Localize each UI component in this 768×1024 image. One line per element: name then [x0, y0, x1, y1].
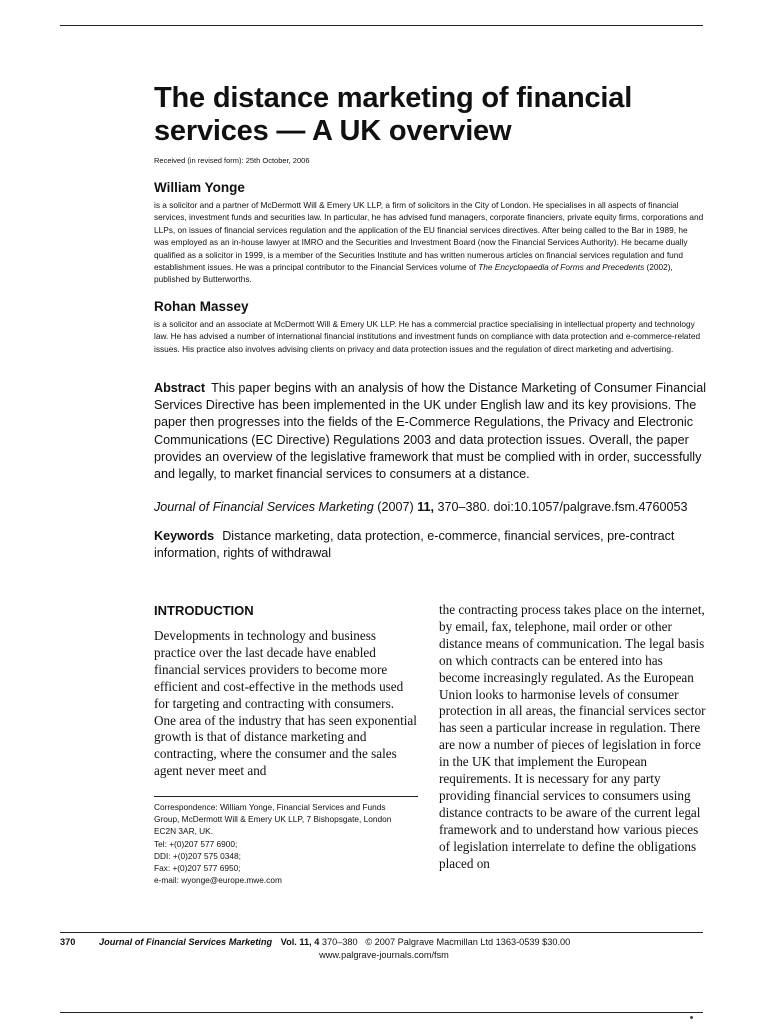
author-name-2: Rohan Massey	[154, 299, 249, 314]
keywords-label: Keywords	[154, 529, 215, 543]
body-column-left: Developments in technology and business practice over the last decade have enabled financial services providers to become more efficient and cost-effective in the methods used for targeting and contracting with consumers. One area of the industry that has seen exponential growth is that of distance marketing and contracting, where the consumer and the sales agent never meet and	[154, 628, 417, 779]
correspondence-footnote	[154, 801, 424, 886]
footer-rule	[60, 932, 703, 933]
footer-url[interactable]: www.palgrave-journals.com/fsm	[319, 950, 449, 960]
abstract	[154, 380, 709, 483]
author-name-1: William Yonge	[154, 180, 245, 195]
correspondence-line: Fax: +(0)207 577 6950;	[154, 863, 241, 874]
abstract-label: Abstract	[154, 381, 206, 395]
citation: Journal of Financial Services Marketing (2007) 11, 370–380. doi:10.1057/palgrave.fsm.4760053	[154, 500, 688, 514]
article-title: The distance marketing of financial services — A UK overview	[154, 82, 633, 147]
abstract-text: This paper begins with an analysis of how the Distance Marketing of Consumer Financial Services Directive has been implemented in the UK under English law and its key provisions. The paper then progresses into the fields of the E-Commerce Regulations, the Privacy and Electronic Communications (EC Directive) Regulations 2003 and data protection issues. Overall, the paper provides an overview of the legislative framework that must be complied with in order, successfully and legally, to market financial services to consumers at a distance.	[154, 381, 706, 482]
correspondence-line: Correspondence: William Yonge, Financial Services and Funds	[154, 802, 386, 812]
correspondence-line: Tel: +(0)207 577 6900;	[154, 838, 238, 849]
author-bio-2: is a solicitor and an associate at McDermott Will & Emery UK LLP. He has a commercial practice specialising in intellectual property and technology law. He has advised a number of international financial institutions and investment funds on compliance with data protection and e-commerce-related issues. His practice also involves advising clients on privacy and data protection issues and the regulation of direct marketing and advertising.	[154, 319, 701, 354]
footer-journal: Journal of Financial Services Marketing	[99, 937, 273, 947]
correspondence-line: e-mail: wyonge@europe.mwe.com	[154, 875, 282, 886]
body-column-right: the contracting process takes place on the internet, by email, fax, telephone, mail order or other distance means of communication. The legal basis on which contracts can be entered into has become increasingly regulated. As the European Union looks to harmonise levels of consumer protection in all areas, the financial services sector has seen a particular increase in regulation. There are now a number of pieces of legislation in force in the UK that implement the European requirements. It is necessary for any party providing financial services to consumers using distance contracts to be aware of the current legal framework and to understand how various pieces of legislation interrelate to define the obligations placed on	[439, 602, 706, 871]
footer-citation	[60, 937, 703, 947]
correspondence-line: Group, McDermott Will & Emery UK LLP, 7 Bishopsgate, London	[154, 814, 392, 825]
correspondence-line: EC2N 3AR, UK.	[154, 826, 214, 837]
page-number: 370	[60, 937, 76, 947]
footer-copyright: © 2007 Palgrave Macmillan Ltd 1363-0539 $30.00	[365, 937, 571, 947]
bottom-rule	[60, 1012, 703, 1013]
footer-volume: Vol. 11, 4	[280, 937, 320, 947]
top-rule	[60, 25, 703, 26]
footer-pages: 370–380	[321, 937, 358, 947]
author-bio-1: is a solicitor and a partner of McDermott Will & Emery UK LLP, a firm of solicitors in the City of London. He specialises in all aspects of financial services, investment funds and securities law. In particular, he has advised fund managers, corporate financiers, private equity firms, corporations and LLPs, on issues of financial services regulation and the application of the EU financial services directives. After being called to the Bar in 1989, he was employed as an in-house lawyer at IMRO and the Securities and Investment Board (now the Financial Services Authority). He became dually qualified as a solicitor in 1999, is a member of the Securities Institute and has written numerous articles on financial services regulation and fund establishment issues. He was a principal contributor to the Financial Services volume of The Encyclopaedia of Forms and Precedents (2002), published by Butterworths.	[154, 200, 704, 285]
footnote-rule	[154, 796, 418, 797]
section-heading-introduction: INTRODUCTION	[154, 603, 254, 618]
keywords-text: Distance marketing, data protection, e-commerce, financial services, pre-contract information, rights of withdrawal	[154, 529, 675, 561]
received-date: Received (in revised form): 25th October, 2006	[154, 156, 310, 165]
corner-mark	[690, 1016, 693, 1019]
correspondence-line: DDI: +(0)207 575 0348;	[154, 850, 241, 861]
keywords	[154, 528, 709, 562]
